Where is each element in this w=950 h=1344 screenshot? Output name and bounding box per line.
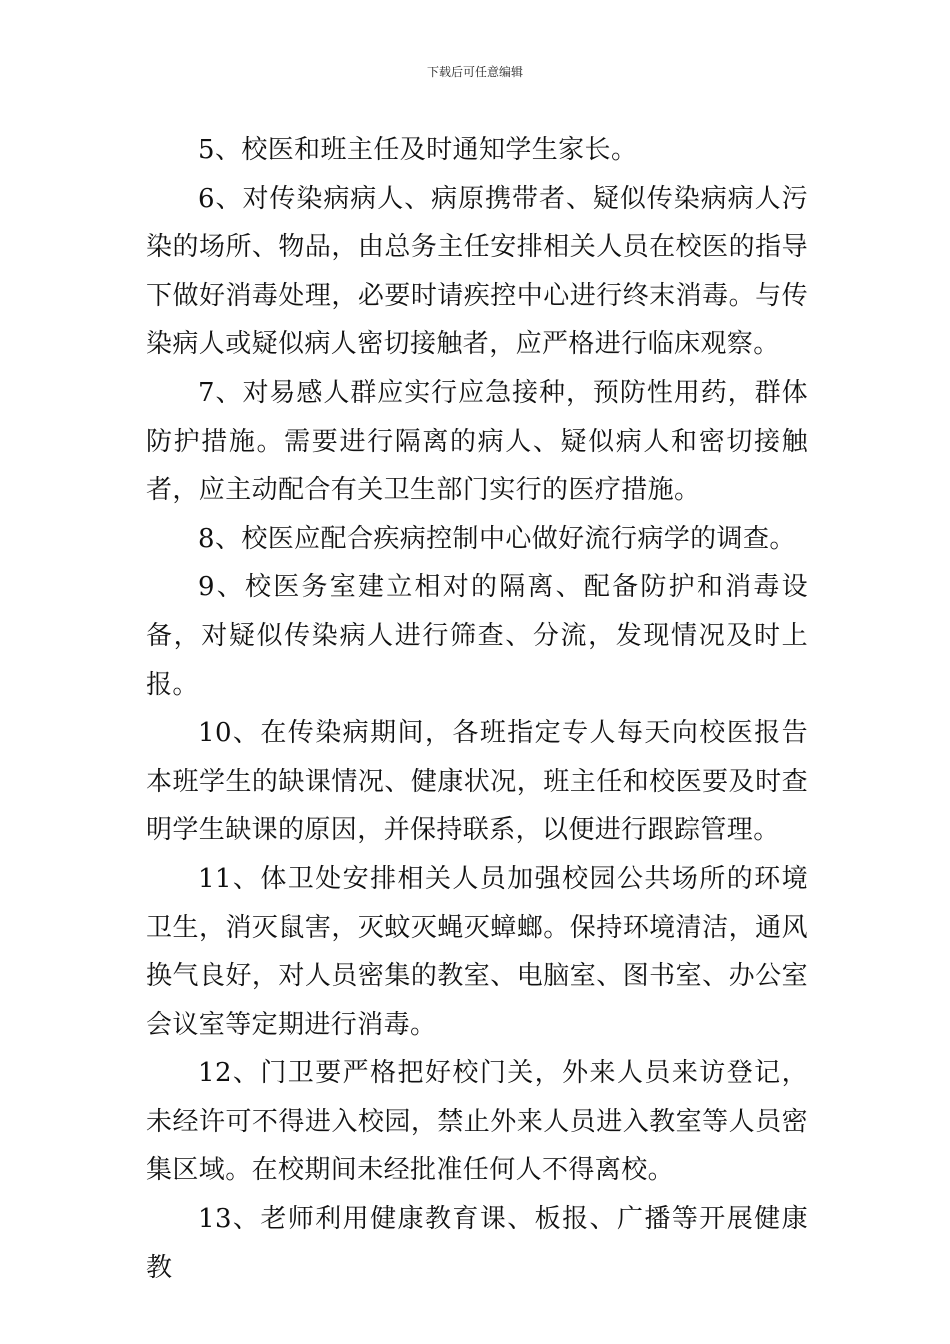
- document-body: [146, 126, 808, 1292]
- paragraph-item-5: 5、校医和班主任及时通知学生家长。: [198, 135, 638, 165]
- paragraph-item-10: 10、在传染病期间，各班指定专人每天向校医报告本班学生的缺课情况、健康状况，班主任和校医要及时查明学生缺课的原因，并保持联系，以便进行跟踪管理。: [146, 718, 808, 846]
- paragraph-item-9: 9、校医务室建立相对的隔离、配备防护和消毒设备，对疑似传染病人进行筛查、分流，发现情况及时上报。: [146, 572, 808, 700]
- paragraph-item-13: 13、老师利用健康教育课、板报、广播等开展健康教: [146, 1204, 808, 1283]
- paragraph-item-7: 7、对易感人群应实行应急接种，预防性用药，群体防护措施。需要进行隔离的病人、疑似病人和密切接触者，应主动配合有关卫生部门实行的医疗措施。: [146, 377, 808, 506]
- paragraph-item-11: 11、体卫处安排相关人员加强校园公共场所的环境卫生，消灭鼠害，灭蚊灭蝇灭蟑螂。保持环境清洁，通风换气良好，对人员密集的教室、电脑室、图书室、办公室会议室等定期进行消毒。: [146, 863, 808, 1040]
- paragraph-item-6: 6、对传染病病人、病原携带者、疑似传染病病人污染的场所、物品，由总务主任安排相关人员在校医的指导下做好消毒处理，必要时请疾控中心进行终末消毒。与传染病人或疑似病人密切接触者，应严格进行临床观察。: [146, 183, 808, 360]
- paragraph-item-8: 8、校医应配合疾病控制中心做好流行病学的调查。: [198, 523, 796, 554]
- page-header: 下载后可任意编辑: [426, 65, 523, 79]
- paragraph-item-12: 12、门卫要严格把好校门关，外来人员来访登记，未经许可不得进入校园，禁止外来人员进入教室等人员密集区域。在校期间未经批准任何人不得离校。: [146, 1058, 808, 1186]
